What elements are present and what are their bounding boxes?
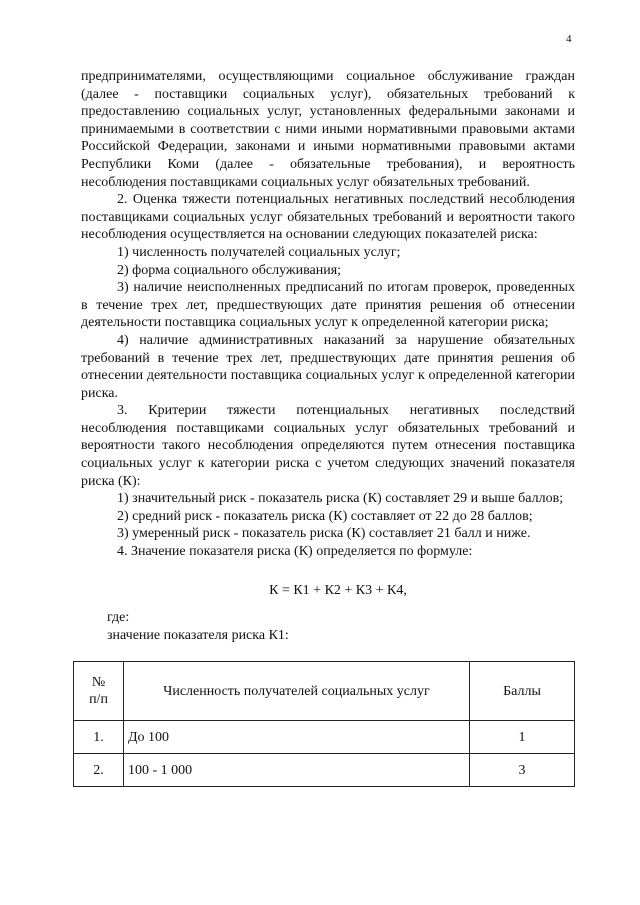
header-number-label: № п/п (89, 675, 108, 708)
where-label: где: (107, 610, 130, 626)
table-row (74, 754, 575, 787)
k1-table (73, 661, 575, 787)
paragraph-4: 4. Значение показателя риска (К) определяется по формуле: (117, 544, 473, 560)
table-row (74, 721, 575, 754)
paragraph-2: 2. Оценка тяжести потенциальных негативных последствий несоблюдения поставщиками социальных услуг обязательных требований и вероятности такого несоблюдения осуществляется на основании следующих показателей риска: (81, 192, 575, 243)
paragraph-3: 3. Критерии тяжести потенциальных негативных последствий несоблюдения поставщиками социальных услуг обязательных требований и вероятности такого несоблюдения определяются путем отнесения поставщика социальных услуг к категории риска с учетом следующих значений показателя риска (К): (81, 403, 575, 489)
list-item-2: 2) форма социального обслуживания; (117, 262, 342, 278)
page-number: 4 (566, 33, 572, 45)
k1-label: значение показателя риска К1: (107, 627, 289, 643)
list-item-1: 1) численность получателей социальных услуг; (117, 244, 401, 260)
row-recipients: 100 - 1 000 (124, 754, 470, 787)
paragraph-continuation: предпринимателями, осуществляющими социальное обслуживание граждан (далее - поставщики социальных услуг), обязательных требований к предоставлению социальных услуг, установленных федеральными законами и принимаемыми в соответствии с ними иными нормативными правовыми актами Российской Федерации, законами и иными нормативными правовыми актами Республики Коми (далее - обязательные требования), и вероятность несоблюдения поставщиками социальных услуг обязательных требований. (81, 69, 575, 190)
row-points: 3 (470, 754, 575, 787)
list-item-4: 4) наличие административных наказаний за нарушение обязательных требований в течение трех лет, предшествующих дате принятия решения об отнесении деятельности поставщика социальных услуг к определенной категории риска. (81, 332, 575, 401)
risk-item-2: 2) средний риск - показатель риска (К) составляет от 22 до 28 баллов; (117, 508, 533, 524)
risk-item-3: 3) умеренный риск - показатель риска (К) составляет 21 балл и ниже. (117, 526, 531, 542)
document-body (81, 68, 575, 787)
formula: К = К1 + К2 + К3 + К4, (269, 582, 407, 598)
header-number (74, 662, 124, 721)
table-header-row (74, 662, 575, 721)
row-points: 1 (470, 721, 575, 754)
row-recipients: До 100 (124, 721, 470, 754)
row-number: 2. (74, 754, 124, 787)
risk-item-1: 1) значительный риск - показатель риска (К) составляет 29 и выше баллов; (117, 491, 564, 507)
list-item-3: 3) наличие неисполненных предписаний по итогам проверок, проведенных в течение трех лет, предшествующих дате принятия решения об отнесении деятельности поставщика социальных услуг к определенной категории риска; (81, 280, 575, 331)
header-recipients: Численность получателей социальных услуг (124, 662, 470, 721)
header-points: Баллы (470, 662, 575, 721)
row-number: 1. (74, 721, 124, 754)
